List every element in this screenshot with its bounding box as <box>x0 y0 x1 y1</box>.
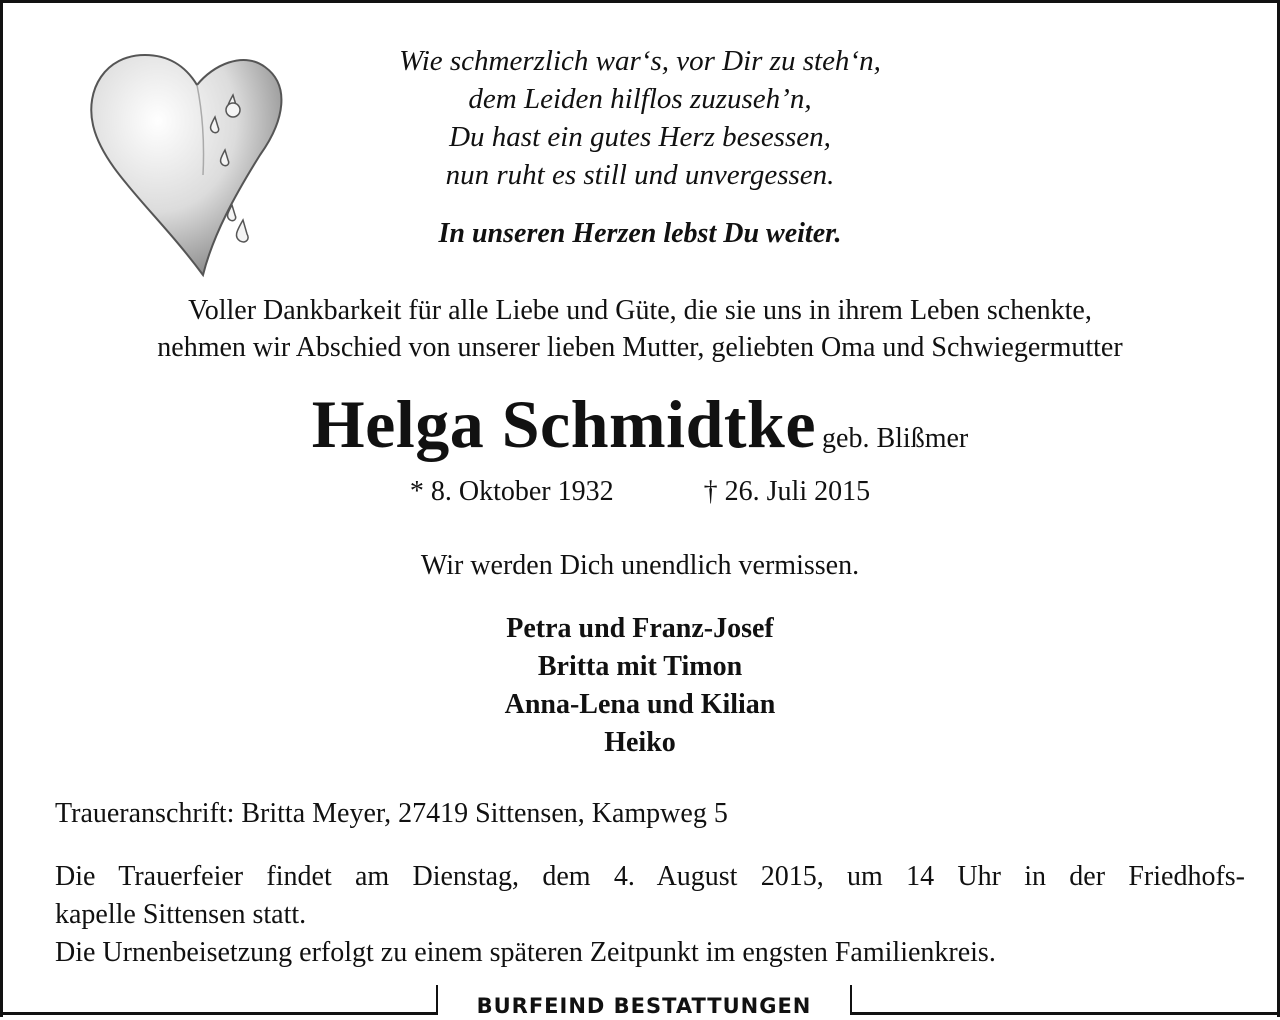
birth-name: geb. Blißmer <box>822 423 969 454</box>
family-member: Petra und Franz-Josef <box>506 613 774 644</box>
ceremony-line: Die Urnenbeisetzung erfolgt zu einem späteren Zeitpunkt im engsten Familienkreis. <box>55 937 996 968</box>
life-dates <box>0 476 1280 508</box>
poem-line: Wie schmerzlich war‘s, vor Dir zu steh‘n, <box>399 45 881 77</box>
poem-line: nun ruht es still und unvergessen. <box>445 159 835 191</box>
intro-line: nehmen wir Abschied von unserer lieben Mutter, geliebten Oma und Schwiegermutter <box>157 332 1123 363</box>
bottom-rule-left <box>0 1012 436 1015</box>
intro-text <box>0 292 1280 366</box>
ceremony-line: Die Trauerfeier findet am Dienstag, dem 4. August 2015, um 14 Uhr in der Friedhofs- <box>55 861 1245 892</box>
ceremony-info <box>55 858 1245 972</box>
poem-line: dem Leiden hilflos zuzuseh’n, <box>468 83 812 115</box>
heart-with-tears-icon <box>85 45 295 285</box>
miss-line: Wir werden Dich unendlich vermissen. <box>420 550 860 581</box>
deceased-name-row <box>0 385 1280 464</box>
family-list <box>0 610 1280 762</box>
undertaker-divider-right <box>850 985 852 1015</box>
family-member: Anna-Lena und Kilian <box>504 689 776 720</box>
mourning-address: Traueranschrift: Britta Meyer, 27419 Sittensen, Kampweg 5 <box>55 798 728 829</box>
motto: In unseren Herzen lebst Du weiter. <box>438 218 842 249</box>
death-date: † 26. Juli 2015 <box>703 476 871 507</box>
deceased-name: Helga Schmidtke <box>311 386 817 462</box>
family-member: Britta mit Timon <box>537 651 743 682</box>
undertaker-name: BURFEIND BESTATTUNGEN <box>476 994 812 1018</box>
poem-line: Du hast ein gutes Herz besessen, <box>449 121 831 153</box>
family-member: Heiko <box>604 727 676 758</box>
intro-line: Voller Dankbarkeit für alle Liebe und Güte, die sie uns in ihrem Leben schenkte, <box>188 295 1092 326</box>
poem <box>330 42 950 194</box>
ceremony-line: kapelle Sittensen statt. <box>55 899 307 930</box>
bottom-rule-right <box>852 1012 1280 1015</box>
birth-date: * 8. Oktober 1932 <box>409 476 614 507</box>
